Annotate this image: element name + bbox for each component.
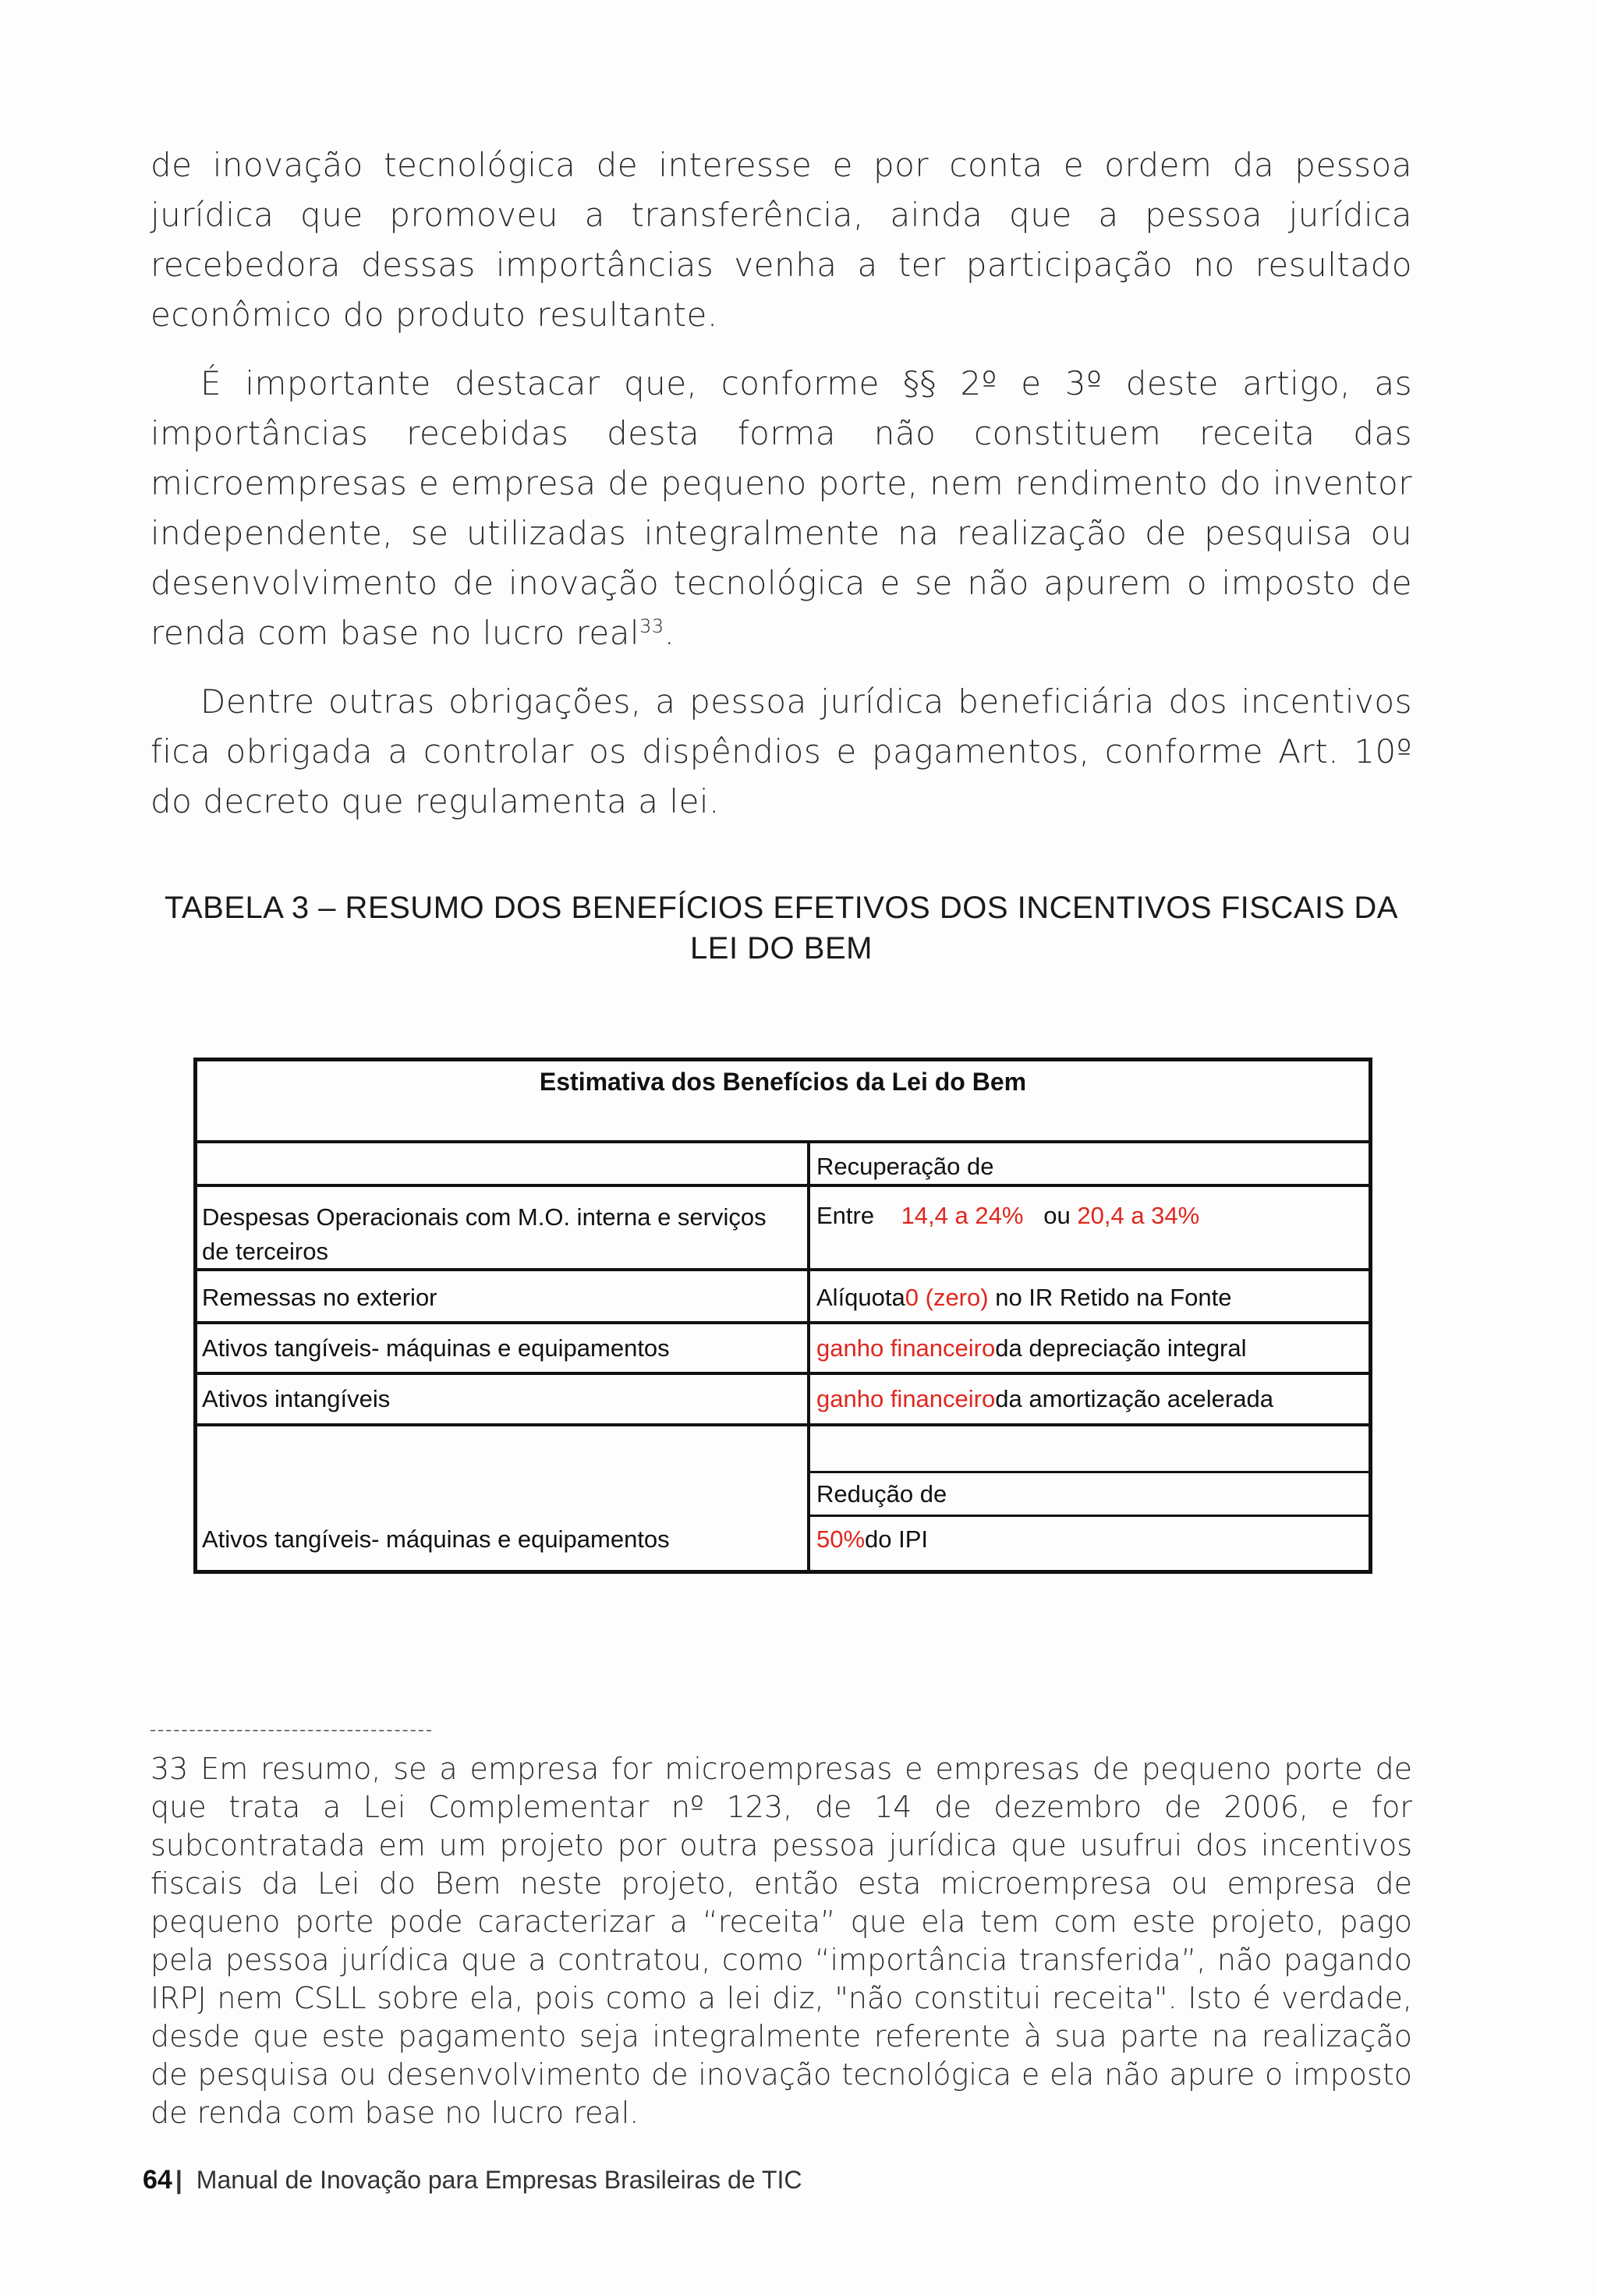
value-suffix: no IR Retido na Fonte (995, 1284, 1232, 1311)
page-footer (143, 2165, 802, 2195)
row-value-ipi (816, 1525, 928, 1554)
value-highlight: 0 (zero) (905, 1284, 989, 1311)
value-suffix: da amortização acelerada (995, 1385, 1273, 1412)
section-header-recuperacao: Recuperação de (816, 1153, 994, 1180)
paragraph-1: de inovação tecnológica de interesse e por conta e ordem da pessoa jurídica que promoveu a transferência, ainda que a pessoa jurídica recebedora dessas importâncias venha a ter participação no resultado econômico do produto resultante. (150, 146, 1412, 334)
paragraph-2: É importante destacar que, conforme §§ 2º e 3º deste artigo, as importâncias recebidas desta forma não constituem receita das microempresas e empresa de pequeno porte, nem rendimento do inventor independente, se utilizadas integralmente na realização de pesquisa ou desenvolvimento de inovação tecnológica e se não apurem o imposto de renda com base no lucro real$^{33}$. (150, 364, 1412, 652)
footnote (150, 1750, 1412, 2132)
value-suffix: da depreciação integral (995, 1334, 1247, 1362)
table-caption: TABELA 3 – RESUMO DOS BENEFÍCIOS EFETIVOS DOS INCENTIVOS FISCAIS DA LEI DO BEM (165, 891, 1398, 966)
row-label-ativos-intangiveis: Ativos intangíveis (202, 1385, 391, 1412)
section-header-reducao: Redução de (816, 1480, 947, 1508)
value-highlight: 20,4 a 34% (1077, 1202, 1200, 1229)
table-rule (197, 1372, 1369, 1375)
value-suffix: do IPI (865, 1525, 929, 1553)
row-value-ativos-tangiveis (816, 1334, 1247, 1362)
table-rule (807, 1515, 1369, 1517)
row-label-ativos-tangiveis-ipi: Ativos tangíveis- máquinas e equipamentos (202, 1525, 670, 1553)
paragraph-3: Dentre outras obrigações, a pessoa jurídica beneficiária dos incentivos fica obrigada a controlar os dispêndios e pagamentos, conforme Art. 10º do decreto que regulamenta a lei. (150, 682, 1412, 820)
row-value-remessas (816, 1284, 1232, 1312)
value-highlight: 14,4 a 24% (901, 1202, 1024, 1229)
value-highlight: 50% (816, 1525, 866, 1553)
table-divider (807, 1140, 810, 1570)
table-rule (197, 1321, 1369, 1324)
page-number: 64 (143, 2165, 172, 2195)
row-label-line: Despesas Operacionais com M.O. interna e serviços (202, 1203, 767, 1231)
row-label-remessas: Remessas no exterior (202, 1284, 437, 1311)
benefits-table (193, 1058, 1372, 1574)
row-label-line: de terceiros (202, 1238, 328, 1265)
value-prefix: Alíquota (816, 1284, 905, 1311)
footer-separator: | (175, 2166, 182, 2194)
table-rule (197, 1423, 1369, 1426)
footnote-number: 33 (150, 1752, 189, 1786)
value-connector: ou (1043, 1202, 1071, 1229)
paragraph-2-text: É importante destacar que, conforme §§ 2º e 3º deste artigo, as importâncias recebidas desta forma não constituem receita das microempresas e empresa de pequeno porte, nem rendimento do inventor independente, se utilizadas integralmente na realização de pesquisa ou desenvolvimento de inovação tecnológica e se não apurem o imposto de renda com base no lucro real (150, 364, 1412, 652)
table-rule (197, 1184, 1369, 1187)
footer-title: Manual de Inovação para Empresas Brasileiras de TIC (196, 2166, 802, 2194)
table-rule (807, 1471, 1369, 1473)
row-label-ativos-tangiveis: Ativos tangíveis- máquinas e equipamentos (202, 1334, 670, 1362)
table-title: Estimativa dos Benefícios da Lei do Bem (539, 1068, 1027, 1096)
footnote-reference[interactable]: 33 (639, 615, 664, 637)
table-rule (197, 1140, 1369, 1143)
value-prefix: Entre (816, 1202, 875, 1229)
footnote-text: Em resumo, se a empresa for microempresas e empresas de pequeno porte de que trata a Lei Complementar nº 123, de 14 de dezembro de 2006, e for subcontratada em um projeto por outra pessoa jurídica que usufrui dos incentivos fiscais da Lei do Bem neste projeto, então esta microempresa ou empresa de pequeno porte pode caracterizar a “receita” que ela tem com este projeto, pago pela pessoa jurídica que a contratou, como “importância transferida”, não pagando IRPJ nem CSLL sobre ela, pois como a lei diz, "não constitui receita". Isto é verdade, desde que este pagamento seja integralmente referente à sua parte na realização de pesquisa ou desenvolvimento de inovação tecnológica e ela não apure o imposto de renda com base no lucro real. (150, 1752, 1412, 2130)
row-value-ativos-intangiveis (816, 1385, 1273, 1413)
row-label-despesas (202, 1200, 767, 1269)
value-highlight: ganho financeiro (816, 1385, 996, 1412)
footnote-separator (150, 1730, 431, 1731)
row-value-despesas (816, 1202, 1199, 1230)
value-highlight: ganho financeiro (816, 1334, 996, 1362)
body-text (150, 140, 1412, 845)
